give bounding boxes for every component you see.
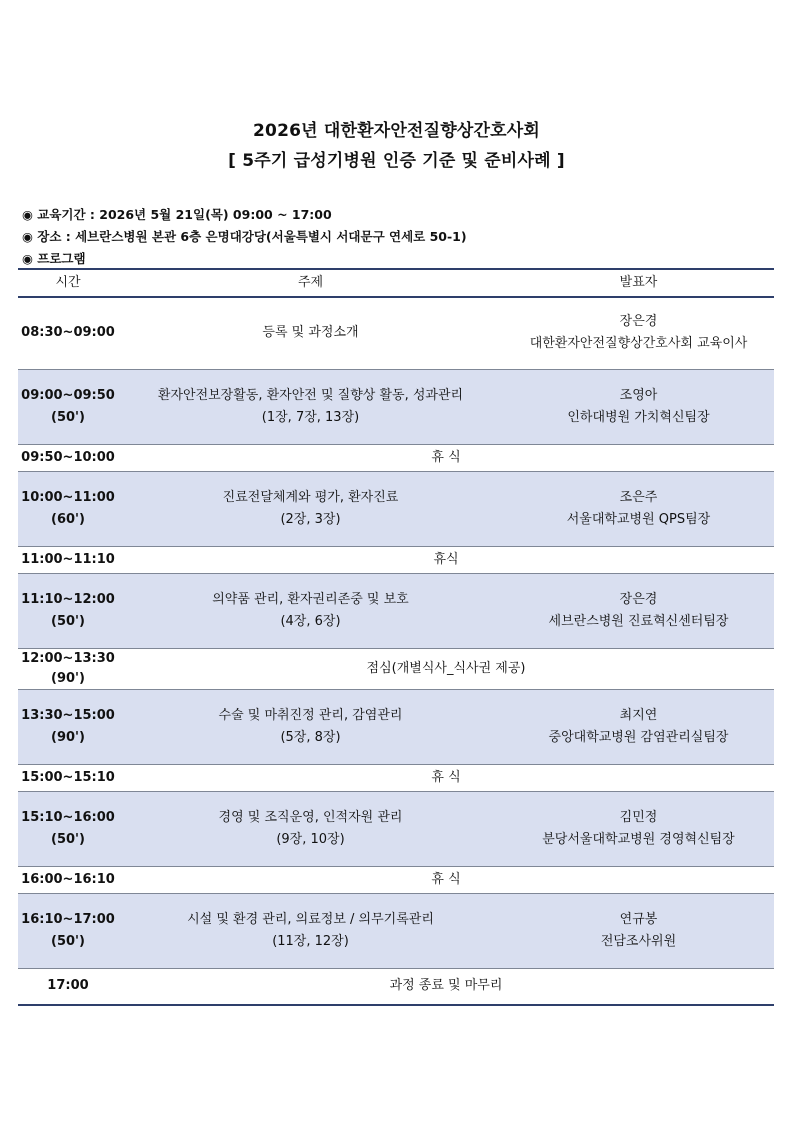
row-time: 11:00~11:10: [21, 551, 115, 567]
row-presenter: 장은경 세브란스병원 진료혁신센터팀장: [503, 573, 774, 648]
row-time: 15:00~15:10: [21, 769, 115, 785]
row-presenter: 김민정 분당서울대학교병원 경영혁신팀장: [503, 791, 774, 866]
document-subtitle: [ 5주기 급성기병원 인증 기준 및 준비사례 ]: [228, 151, 565, 171]
row-time: 13:30~15:00 (90'): [18, 689, 118, 764]
table-row-break: [18, 866, 774, 893]
row-time: 09:50~10:00: [21, 449, 115, 465]
header-topic: 주제: [118, 269, 503, 297]
info-venue: ◉ 장소 : 세브란스병원 본관 6층 은명대강당(서울특별시 서대문구 연세로 50-1): [22, 229, 467, 244]
row-time: 10:00~11:00 (60'): [18, 471, 118, 546]
table-row-break: [18, 764, 774, 791]
document-title: 2026년 대한환자안전질향상간호사회: [253, 121, 540, 141]
row-time: 11:10~12:00 (50'): [18, 573, 118, 648]
table-row-break: [18, 546, 774, 573]
row-topic: 의약품 관리, 환자권리존중 및 보호 (4장, 6장): [118, 573, 503, 648]
table-row: [18, 573, 774, 648]
table-row: [18, 297, 774, 369]
info-program: ◉ 프로그램: [22, 251, 86, 266]
header-presenter: 발표자: [503, 269, 774, 297]
row-topic: 수술 및 마취진정 관리, 감염관리 (5장, 8장): [118, 689, 503, 764]
row-break-label: 휴 식: [431, 871, 461, 887]
table-row: [18, 791, 774, 866]
table-row-lunch: [18, 648, 774, 689]
row-break-label: 점심(개별식사_식사권 제공): [366, 660, 526, 676]
header-time: 시간: [18, 269, 118, 297]
row-time: 15:10~16:00 (50'): [18, 791, 118, 866]
row-time: 12:00~13:30 (90'): [21, 650, 115, 686]
row-time: 16:00~16:10: [21, 871, 115, 887]
table-row-closing: [18, 968, 774, 1005]
row-presenter: 조은주 서울대학교병원 QPS팀장: [503, 471, 774, 546]
row-time: 16:10~17:00 (50'): [18, 893, 118, 968]
row-break-label: 휴 식: [431, 449, 461, 465]
row-topic: 등록 및 과정소개: [262, 325, 359, 341]
row-presenter: 장은경 대한환자안전질향상간호사회 교육이사: [529, 314, 748, 352]
row-topic: 경영 및 조직운영, 인적자원 관리 (9장, 10장): [118, 791, 503, 866]
table-row: [18, 893, 774, 968]
schedule-table: [18, 268, 774, 1006]
row-closing-label: 과정 종료 및 마무리: [389, 978, 503, 994]
table-row: [18, 689, 774, 764]
row-break-label: 휴 식: [431, 769, 461, 785]
row-presenter: 연규봉 전담조사위원: [503, 893, 774, 968]
row-break-label: 휴식: [433, 551, 459, 567]
row-topic: 진료전달체계와 평가, 환자진료 (2장, 3장): [118, 471, 503, 546]
row-topic: 환자안전보장활동, 환자안전 및 질향상 활동, 성과관리 (1장, 7장, 13장): [118, 369, 503, 444]
row-time: 08:30~09:00: [21, 325, 115, 341]
table-row-break: [18, 444, 774, 471]
table-header-row: [18, 269, 774, 297]
row-time: 17:00: [47, 978, 89, 994]
table-row: [18, 369, 774, 444]
info-period: ◉ 교육기간 : 2026년 5월 21일(목) 09:00 ~ 17:00: [22, 207, 332, 222]
row-time: 09:00~09:50 (50'): [18, 369, 118, 444]
row-presenter: 최지연 중앙대학교병원 감염관리실팀장: [503, 689, 774, 764]
row-topic: 시설 및 환경 관리, 의료정보 / 의무기록관리 (11장, 12장): [118, 893, 503, 968]
row-presenter: 조영아 인하대병원 가치혁신팀장: [503, 369, 774, 444]
table-row: [18, 471, 774, 546]
